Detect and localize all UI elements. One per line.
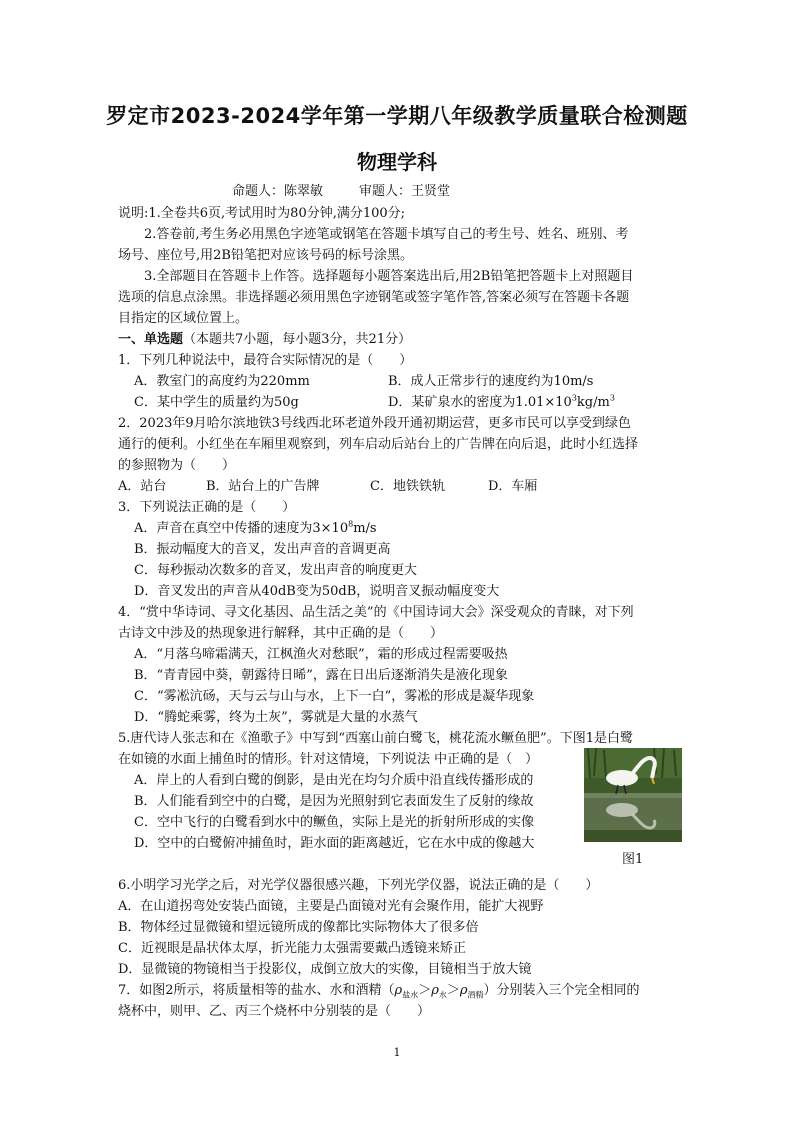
q2-option-a: A．站台	[118, 479, 167, 494]
q1-option-c: C．某中学生的质量约为50g	[134, 395, 299, 410]
q6-option-c: C．近视眼是晶状体太厚，折光能力太强需要戴凸透镜来矫正	[118, 941, 466, 956]
q4-stem-1: 4．“赏中华诗词、寻文化基因、品生活之美”的《中国诗词大会》深受观众的青睐，对下列	[118, 605, 634, 620]
q4-option-c: C．“雾凇沆砀，天与云与山与水，上下一白”，雾凇的形成是凝华现象	[134, 689, 535, 704]
rho-symbol: ρ	[431, 983, 439, 998]
q5-option-b: B．人们能看到空中的白鹭，是因为光照射到它表面发生了反射的缘故	[134, 794, 534, 809]
subject-title: 物理学科	[357, 150, 437, 174]
q4-option-a: A．“月落乌啼霜满天，江枫渔火对愁眠”，霜的形成过程需要吸热	[134, 647, 508, 662]
q1-d-exp: 3	[571, 393, 577, 403]
q1-options-row2	[118, 392, 684, 413]
instruction-2a: 2.答卷前,考生务必用黑色字迹笔或钢笔在答题卡填写自己的考生号、姓名、班别、考	[144, 227, 629, 242]
q3-option-d: D．音叉发出的声音从40dB变为50dB，说明音叉振动幅度变大	[134, 584, 500, 599]
q3-option-c: C．每秒振动次数多的音叉，发出声音的响度更大	[134, 563, 417, 578]
q7-stem-2: 烧杯中，则甲、乙、丙三个烧杯中分别装的是（ ）	[118, 1004, 431, 1019]
section-heading	[118, 329, 684, 350]
exam-title: 罗定市2023-2024学年第一学期八年级教学质量联合检测题	[106, 104, 688, 128]
q1-option-b: B．成人正常步行的速度约为10m/s	[388, 374, 594, 389]
reviewer: 审题人：王贤堂	[359, 184, 451, 199]
gt-symbol: ＞	[418, 983, 432, 998]
q2-option-d: D．车厢	[488, 479, 538, 494]
q7-stem-1	[118, 980, 684, 1001]
q5-option-a: A．岸上的人看到白鹭的倒影，是由光在均匀介质中沿直线传播形成的	[134, 773, 534, 788]
q6-stem: 6.小明学习光学之后，对光学仪器很感兴趣，下列光学仪器，说法正确的是（ ）	[118, 878, 599, 893]
egret-illustration	[584, 748, 682, 842]
q2-option-c: C．地铁铁轨	[370, 479, 445, 494]
q6-option-a: A．在山道拐弯处安装凸面镜，主要是凸面镜对光有会聚作用，能扩大视野	[118, 899, 544, 914]
rho-sub-salt: 盐水	[402, 990, 419, 1000]
q3-a-unit: m/s	[353, 521, 377, 536]
author: 命题人：陈翠敏	[232, 184, 324, 199]
q1-d-text: D．某矿泉水的密度为1.01×10	[388, 395, 572, 410]
rho-sub-alcohol: 酒精	[467, 990, 484, 1000]
instruction-3a: 3.全部题目在答题卡上作答。选择题每小题答案选出后,用2B铅笔把答题卡上对照题目	[144, 269, 634, 284]
page-number: 1	[393, 1046, 401, 1059]
rho-sub-water: 水	[438, 990, 447, 1000]
section-note: （本题共7小题，每小题3分，共21分）	[183, 332, 412, 347]
q3-a-exp: 8	[348, 519, 354, 529]
q3-stem: 3．下列说法正确的是（ ）	[118, 500, 296, 515]
q3-a-text: A．声音在真空中传播的速度为3×10	[134, 521, 349, 536]
instruction-3c: 目指定的区域位置上。	[118, 311, 249, 326]
q4-option-b: B．“青青园中葵，朝露待日晞”，露在日出后逐渐消失是液化现象	[134, 668, 508, 683]
q2-stem-2: 通行的便利。小红坐在车厢里观察到，列车启动后站台上的广告牌在向后退，此时小红选择	[118, 437, 639, 452]
q2-option-b: B．站台上的广告牌	[206, 479, 320, 494]
instruction-1: 说明:1.全卷共6页,考试用时为80分钟,满分100分;	[118, 206, 406, 221]
rho-symbol: ρ	[394, 983, 403, 998]
q2-stem-3: 的参照物为（ ）	[118, 458, 236, 473]
q2-options	[118, 476, 684, 497]
gt-symbol: ＞	[446, 983, 460, 998]
q5-option-d: D．空中的白鹭俯冲捕鱼时，距水面的距离越近，它在水中成的像越大	[134, 836, 535, 851]
q1-stem: 1．下列几种说法中，最符合实际情况的是（ ）	[118, 353, 413, 368]
q5-stem-1: 5.唐代诗人张志和在《渔歌子》中写到“西塞山前白鹭飞，桃花流水鳜鱼肥”。下图1是白鹭	[118, 731, 633, 746]
q7-text-post: ）分别装入三个完全相同的	[483, 983, 640, 998]
q1-d-unit-exp: 3	[609, 393, 615, 403]
q1-options-row1	[118, 371, 684, 392]
q5-option-c: C．空中飞行的白鹭看到水中的鳜鱼，实际上是光的折射所形成的实像	[134, 815, 534, 830]
q3-option-b: B．振动幅度大的音叉，发出声音的音调更高	[134, 542, 391, 557]
q4-option-d: D．“腾蛇乘雾，终为土灰”，雾就是大量的水蒸气	[134, 710, 418, 725]
q3-option-a	[118, 518, 684, 539]
section-title: 一、单选题	[118, 332, 184, 347]
rho-symbol: ρ	[459, 983, 468, 998]
figure-1-caption: 图1	[622, 852, 644, 867]
q2-stem-1: 2．2023年9月哈尔滨地铁3号线西北环老道外段开通初期运营，更多市民可以享受到绿色	[118, 416, 631, 431]
figure-1-egret-image	[584, 748, 682, 842]
q6-option-b: B．物体经过显微镜和望远镜所成的像都比实际物体大了很多倍	[118, 920, 479, 935]
instruction-3b: 选项的信息点涂黑。非选择题必须用黑色字迹钢笔或签字笔作答,答案必须写在答题卡各题	[118, 290, 630, 305]
instruction-2b: 场号、座位号,用2B铅笔把对应该号码的标号涂黑。	[118, 248, 413, 263]
q1-option-a: A．教室门的高度约为220mm	[134, 374, 310, 389]
q1-option-d	[388, 392, 615, 413]
q5-stem-2: 在如镜的水面上捕鱼时的情形。针对这情境，下列说法 中正确的是（ ）	[118, 752, 539, 767]
q4-stem-2: 古诗文中涉及的热现象进行解释，其中正确的是（ ）	[118, 626, 444, 641]
q7-text-pre: 7．如图2所示，将质量相等的盐水、水和酒精（	[118, 983, 395, 998]
authors-line	[232, 180, 450, 199]
q1-d-unit: kg/m	[576, 395, 610, 410]
q6-option-d: D．显微镜的物镜相当于投影仪，成倒立放大的实像，目镜相当于放大镜	[118, 962, 532, 977]
spacer-line	[118, 854, 684, 875]
exam-body	[118, 203, 684, 1022]
